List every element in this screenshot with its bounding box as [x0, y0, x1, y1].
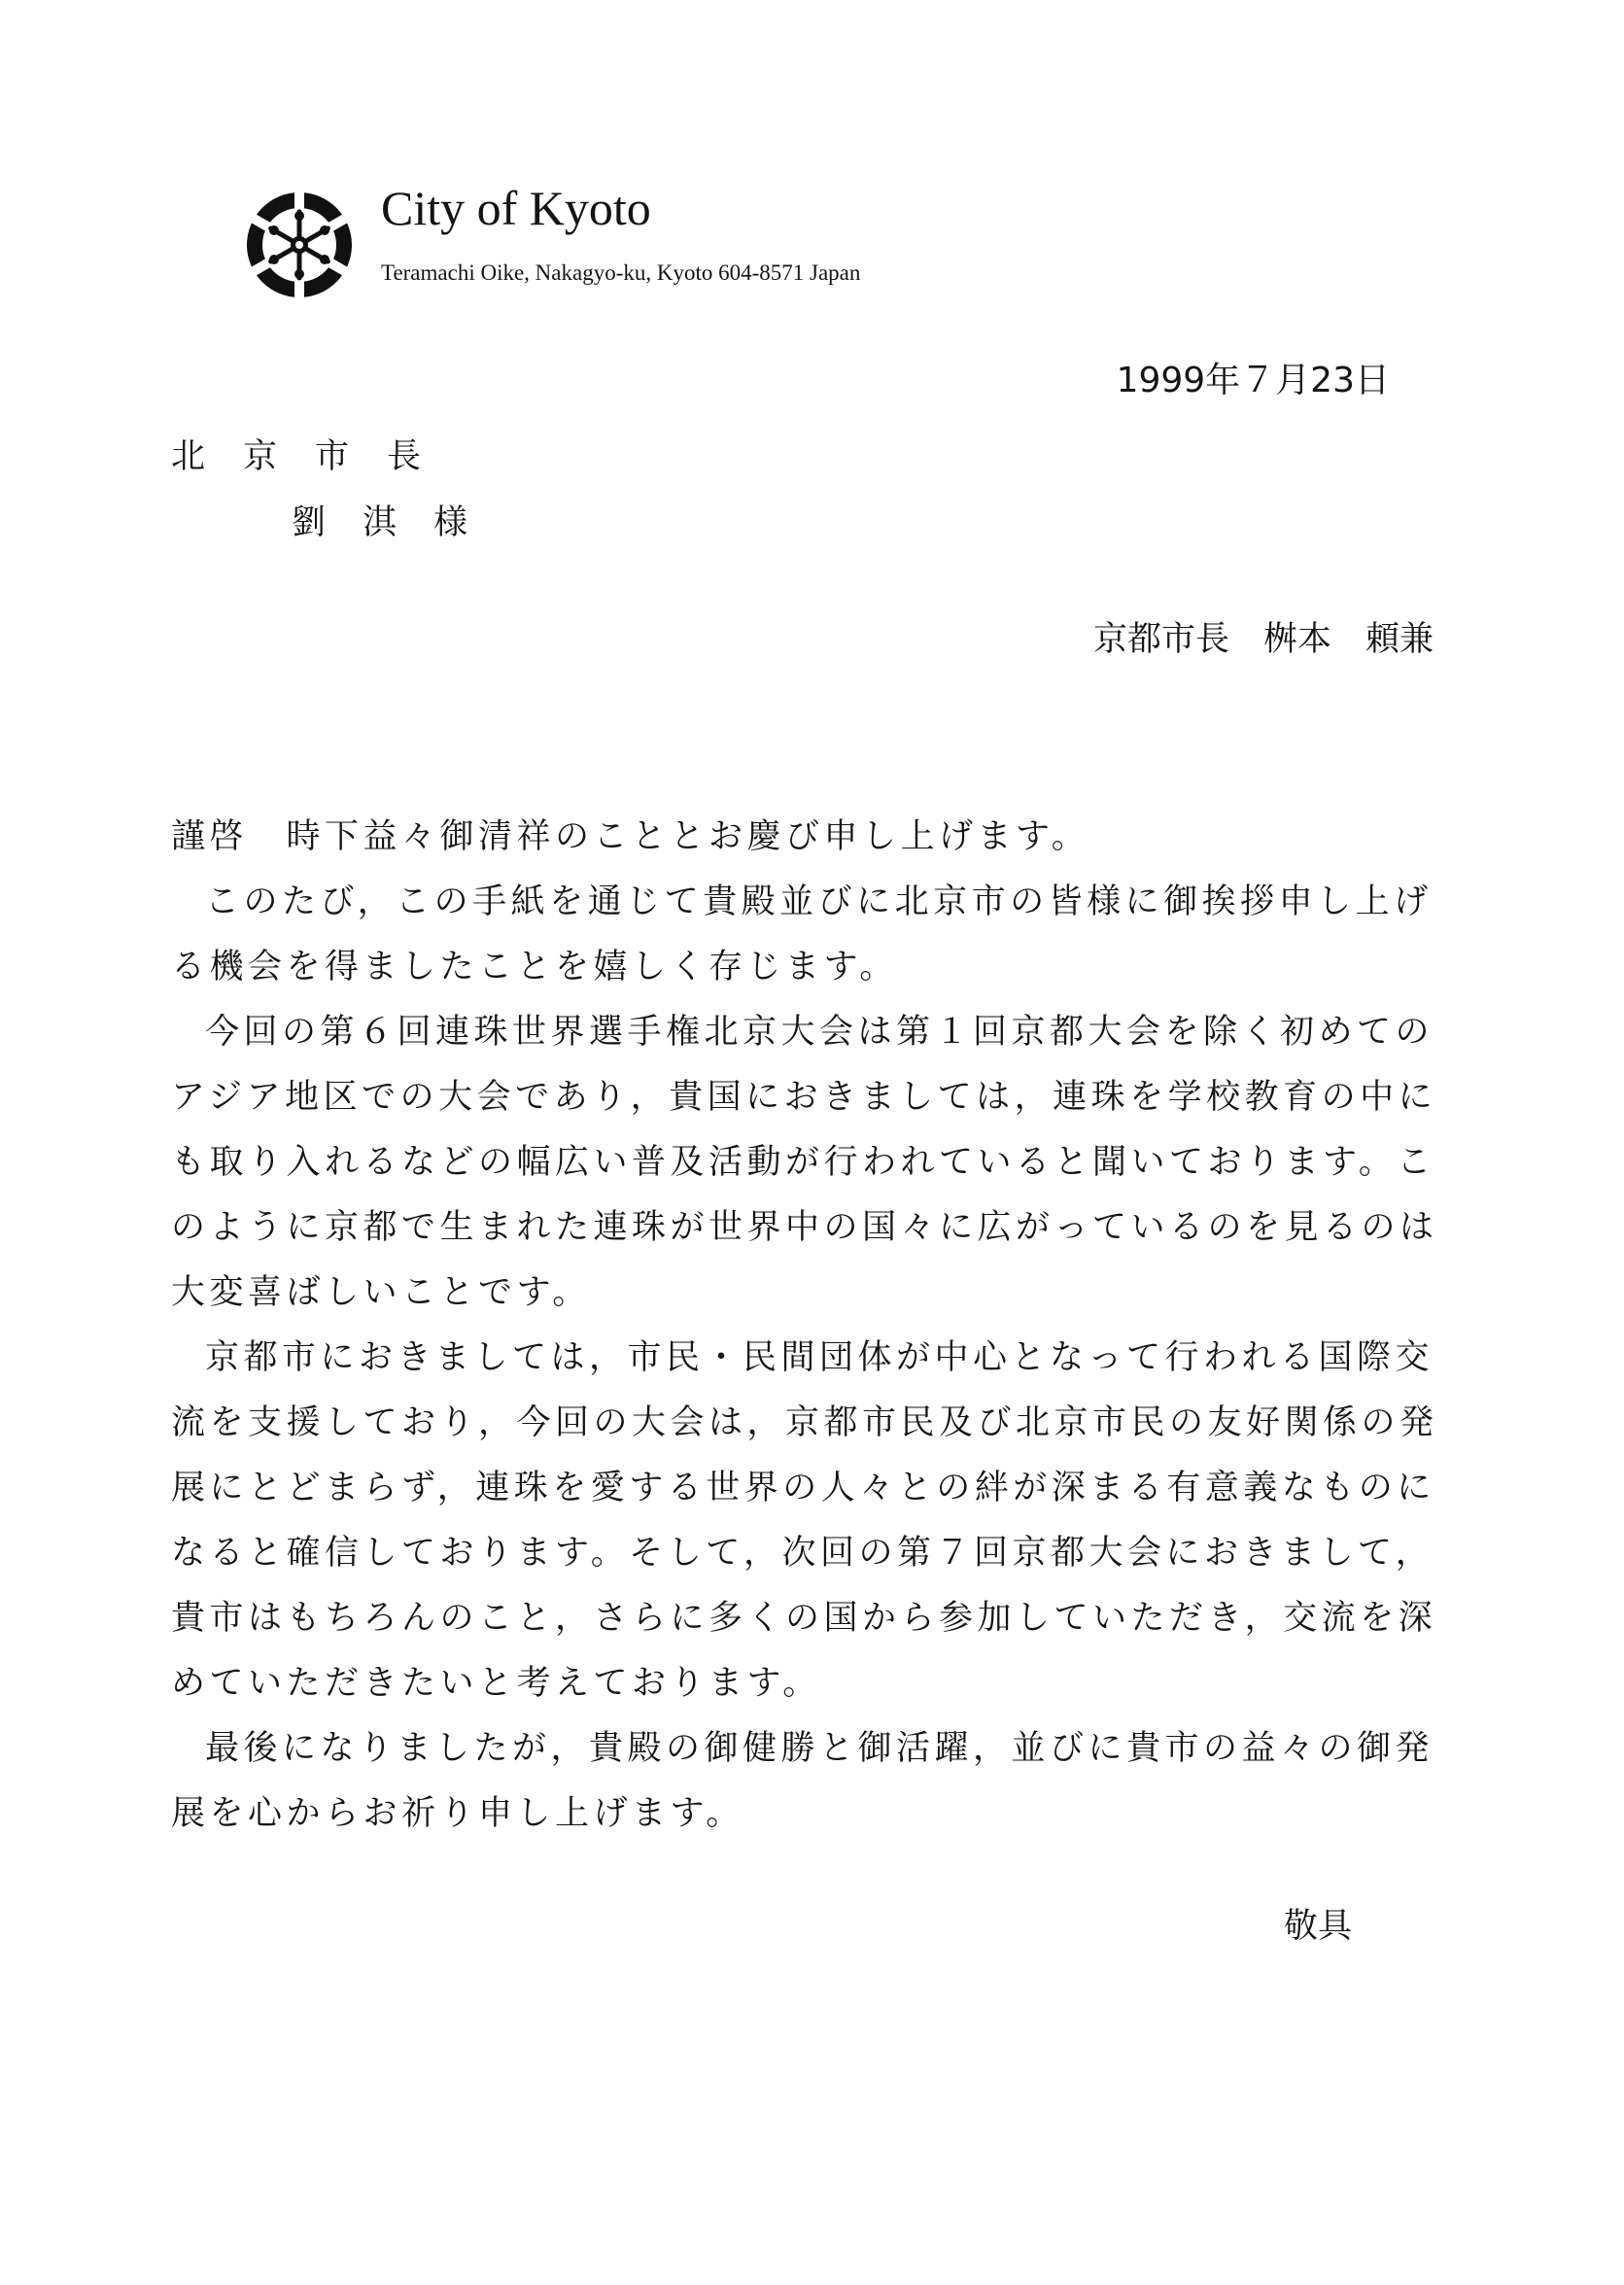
letter-body	[171, 805, 1439, 1847]
body-paragraph: このたび，この手紙を通じて貴殿並びに北京市の皆様に御挨拶申し上げる機会を得ましたことを嬉しく存じます。	[171, 883, 1433, 987]
body-paragraph: 最後になりましたが，貴殿の御健勝と御活躍，並びに貴市の益々の御発展を心からお祈り申し上げます。	[171, 1729, 1434, 1833]
city-address: Teramachi Oike, Nakagyo-ku, Kyoto 604-8571 Japan	[381, 260, 861, 285]
body-paragraph: 今回の第６回連珠世界選手権北京大会は第１回京都大会を除く初めてのアジア地区での大会であり，貴国におきましては，連珠を学校教育の中にも取り入れるなどの幅広い普及活動が行われていると聞いております。このように京都で生まれた連珠が世界中の国々に広がっているのを見るのは大変喜ばしいことです。	[171, 1013, 1438, 1312]
kyoto-city-emblem-icon	[245, 190, 354, 299]
addressee-name: 劉淇様	[292, 503, 505, 542]
closing: 敬具	[1283, 1907, 1352, 1946]
body-paragraph: 京都市におきましては，市民・民間団体が中心となって行われる国際交流を支援しており，今回の大会は，京都市民及び北京市民の友好関係の発展にとどまらず，連珠を愛する世界の人々との絆が深まる有意義なものになると確信しております。そして，次回の第７回京都大会におきまして，貴市はもちろんのこと，さらに多くの国から参加していただき，交流を深めていただきたいと考えております。	[171, 1338, 1438, 1703]
sender: 京都市長 桝本 頼兼	[1092, 620, 1434, 659]
city-name: City of Kyoto	[381, 181, 651, 235]
addressee-title: 北京市長	[171, 437, 460, 476]
greeting: 謹啓 時下益々御清祥のこととお慶び申し上げます。	[171, 817, 1090, 856]
letter-date: 1999年７月23日	[1116, 361, 1390, 400]
letterhead	[245, 183, 1022, 309]
addressee	[171, 433, 504, 546]
